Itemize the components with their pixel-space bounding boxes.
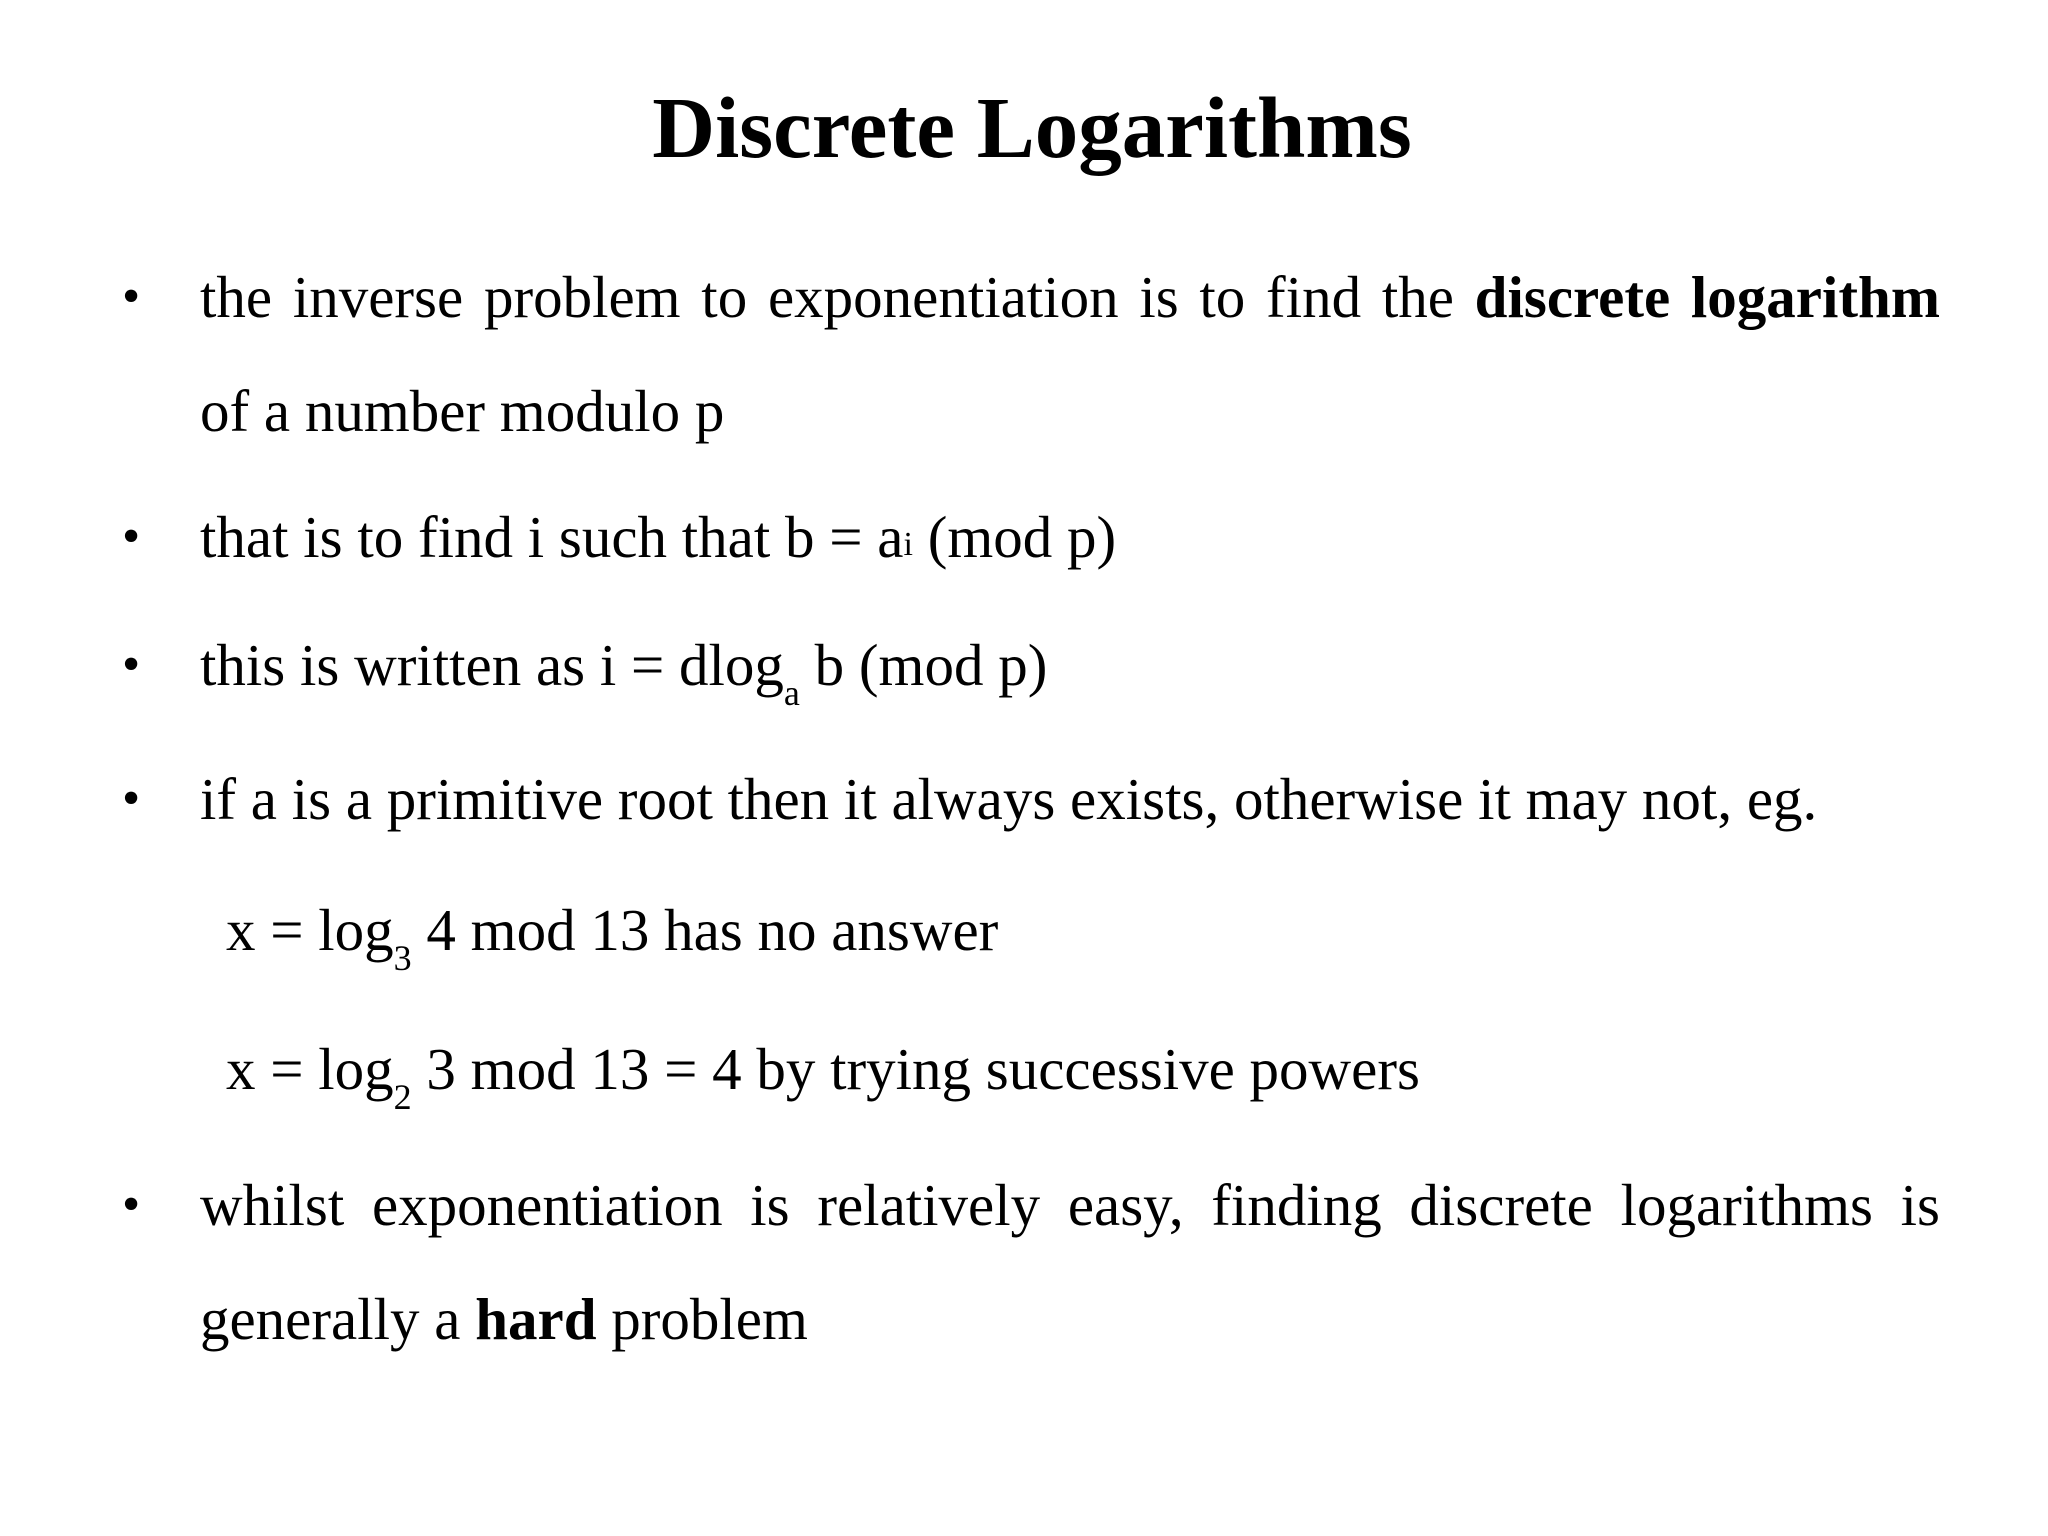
- bullet-text: problem: [596, 1286, 808, 1352]
- example-line-successive-powers: [226, 1012, 1966, 1134]
- bullet-item-find-i: [122, 480, 1940, 594]
- bullet-text: whilst exponentiation is relatively easy, finding discrete logarithms is generally a: [200, 1172, 1940, 1352]
- bullet-text: (mod p): [912, 504, 1117, 570]
- example-text: 3 mod 13 = 4 by trying successive powers: [411, 1036, 1420, 1102]
- bullet-text: this is written as i = dlog: [200, 632, 784, 698]
- bullet-icon: •: [122, 770, 141, 827]
- example-line-no-answer: [226, 873, 1966, 995]
- bullet-text: of a number modulo p: [200, 378, 725, 444]
- bullet-icon: •: [122, 268, 141, 325]
- superscript: i: [903, 526, 913, 563]
- bullet-text: b (mod p): [799, 632, 1048, 698]
- bullet-icon: •: [122, 1176, 141, 1233]
- bullet-icon: •: [122, 508, 141, 565]
- bullet-item-hard-problem: [122, 1148, 1940, 1376]
- slide-title: Discrete Logarithms: [652, 79, 1412, 176]
- example-text: 4 mod 13 has no answer: [411, 897, 999, 963]
- bullet-icon: •: [122, 636, 141, 693]
- subscript: 2: [393, 1077, 412, 1117]
- bold-term: hard: [475, 1286, 597, 1352]
- bullet-text: that is to find i such that b = a: [200, 504, 904, 570]
- subscript: 3: [393, 938, 412, 978]
- bullet-text: the inverse problem to exponentiation is to find the: [200, 264, 1475, 330]
- example-text: x = log: [226, 897, 394, 963]
- bullet-text: if a is a primitive root then it always exists, otherwise it may not, eg.: [200, 766, 1818, 832]
- bullet-item-inverse-problem: [122, 240, 1940, 468]
- bold-term: discrete logarithm: [1474, 264, 1940, 330]
- bullet-item-primitive-root: [122, 742, 1940, 856]
- bullet-item-dlog-notation: [122, 608, 1940, 730]
- subscript: a: [783, 673, 800, 713]
- example-text: x = log: [226, 1036, 394, 1102]
